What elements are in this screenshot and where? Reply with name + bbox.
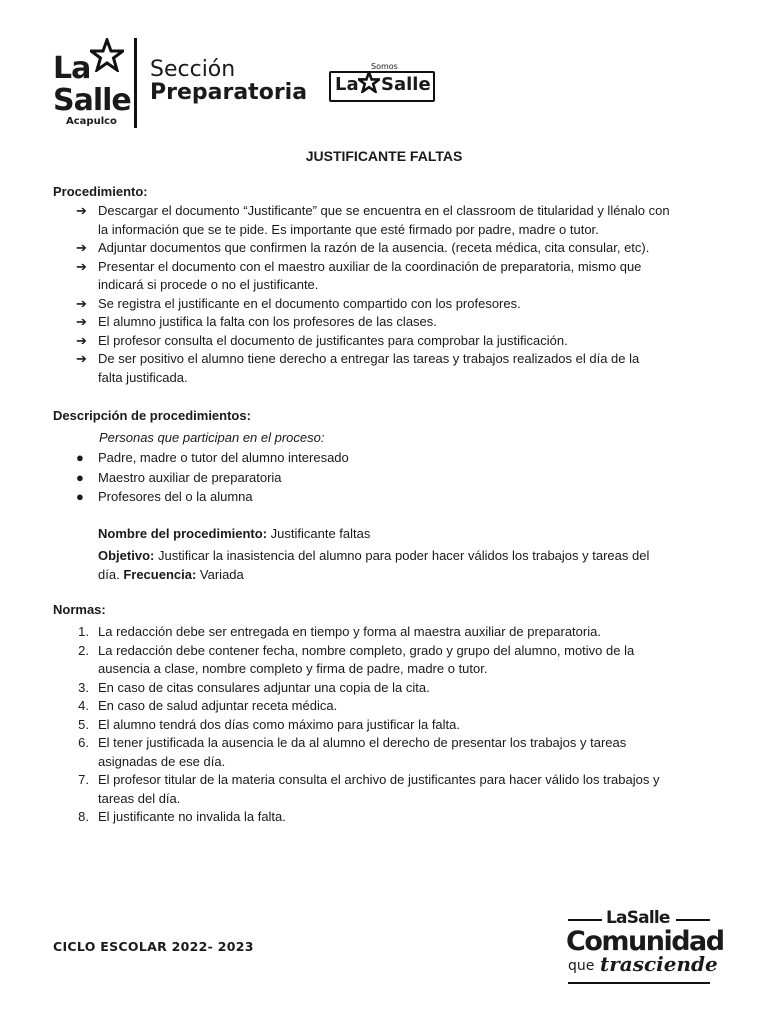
section-title: Sección [150,57,236,82]
lasalle-acapulco-logo [52,38,132,130]
arrow-icon: ➔ [76,314,87,329]
bullet-icon: ● [76,450,84,465]
brand-top: LaSalle [606,908,670,928]
arrow-icon: ➔ [76,351,87,366]
list-item: 8. El justificante no invalida la falta. [78,809,286,824]
rule-bottom [568,982,710,984]
list-item: ➔ De ser positivo el alumno tiene derecho a entregar las tareas y trabajos realizados el día de la falta justificada. [76,351,640,385]
header-divider [134,38,137,128]
somos-label: Somos [371,62,398,71]
somos-brand-salle: Salle [381,74,431,95]
rule-right [676,919,710,921]
somos-star-icon [358,71,380,93]
list-item: 6. El tener justificada la ausencia le da al alumno el derecho de presentar los trabajos y tareas asignadas de ese día. [78,735,627,769]
bullet-icon: ● [76,489,84,504]
somos-brand-la: La [335,74,359,95]
somos-lasalle-logo [327,62,435,102]
arrow-icon: ➔ [76,240,87,255]
list-item: 1. La redacción debe ser entregada en tiempo y forma al maestra auxiliar de preparatoria. [78,624,601,639]
normas-heading: Normas: [53,602,106,617]
list-item: ➔ Adjuntar documentos que confirmen la razón de la ausencia. (receta médica, cita consular, etc). [53,239,733,258]
procedimiento-heading: Procedimiento: [53,184,148,199]
normas-list [53,623,733,827]
brand-big: Comunidad [566,926,724,957]
list-item: ● Maestro auxiliar de preparatoria [53,469,733,488]
list-item: ➔ Se registra el justificante en el documento compartido con los profesores. [53,295,733,314]
objetivo: Objetivo: Justificar la inasistencia del alumno para poder hacer válidos los trabajos y tareas del día. Frecuencia: Variada [98,548,650,582]
participantes-list [53,449,733,507]
school-cycle: CICLO ESCOLAR 2022- 2023 [53,939,254,954]
list-item: ● Padre, madre o tutor del alumno interesado [53,449,733,468]
list-item: 5. El alumno tendrá dos días como máximo para justificar la falta. [78,716,461,732]
descripcion-subheading: Personas que participan en el proceso: [99,430,325,445]
list-item: ➔ Presentar el documento con el maestro auxiliar de la coordinación de preparatoria, mismo que indicará si procede o no el justificante. [76,258,642,292]
logo-text-la: La [53,51,91,86]
logo-text-salle: Salle [53,83,131,118]
brand-script: trasciende [600,952,718,976]
list-item: 4. En caso de salud adjuntar receta médica. [78,698,338,713]
descripcion-heading: Descripción de procedimientos: [53,408,251,423]
star-icon [90,38,124,72]
list-item: ➔ Descargar el documento “Justificante” que se encuentra en el classroom de titularidad y llénalo con la información que se te pide. Es importante que esté firmado por padre, madre o tutor. [76,203,670,237]
arrow-icon: ➔ [76,295,87,311]
list-item: 2. La redacción debe contener fecha, nombre completo, grado y grupo del alumno, motivo de la ausencia a clase, nombre completo y firma de padre, madre o tutor. [78,642,635,676]
list-item: 7. El profesor titular de la materia consulta el archivo de justificantes para hacer válido los trabajos y tareas del día. [78,772,660,806]
list-item: 3. En caso de citas consulares adjuntar una copia de la cita. [78,679,430,695]
nombre-procedimiento: Nombre del procedimiento: Justificante faltas [98,526,371,541]
list-item: ➔ El profesor consulta el documento de justificantes para comprobar la justificación. [53,332,733,351]
arrow-icon: ➔ [76,203,87,218]
arrow-icon: ➔ [76,258,87,274]
bullet-icon: ● [76,469,84,485]
procedimiento-list [53,202,733,387]
section-subtitle: Preparatoria [150,80,308,105]
rule-left [568,919,602,921]
document-title: JUSTIFICANTE FALTAS [305,148,463,164]
arrow-icon: ➔ [76,332,87,348]
logo-city: Acapulco [66,116,117,127]
list-item: ➔ El alumno justifica la falta con los profesores de las clases. [53,313,733,332]
brand-small: que [568,958,595,974]
comunidad-logo [566,904,724,988]
list-item: ● Profesores del o la alumna [53,488,733,507]
